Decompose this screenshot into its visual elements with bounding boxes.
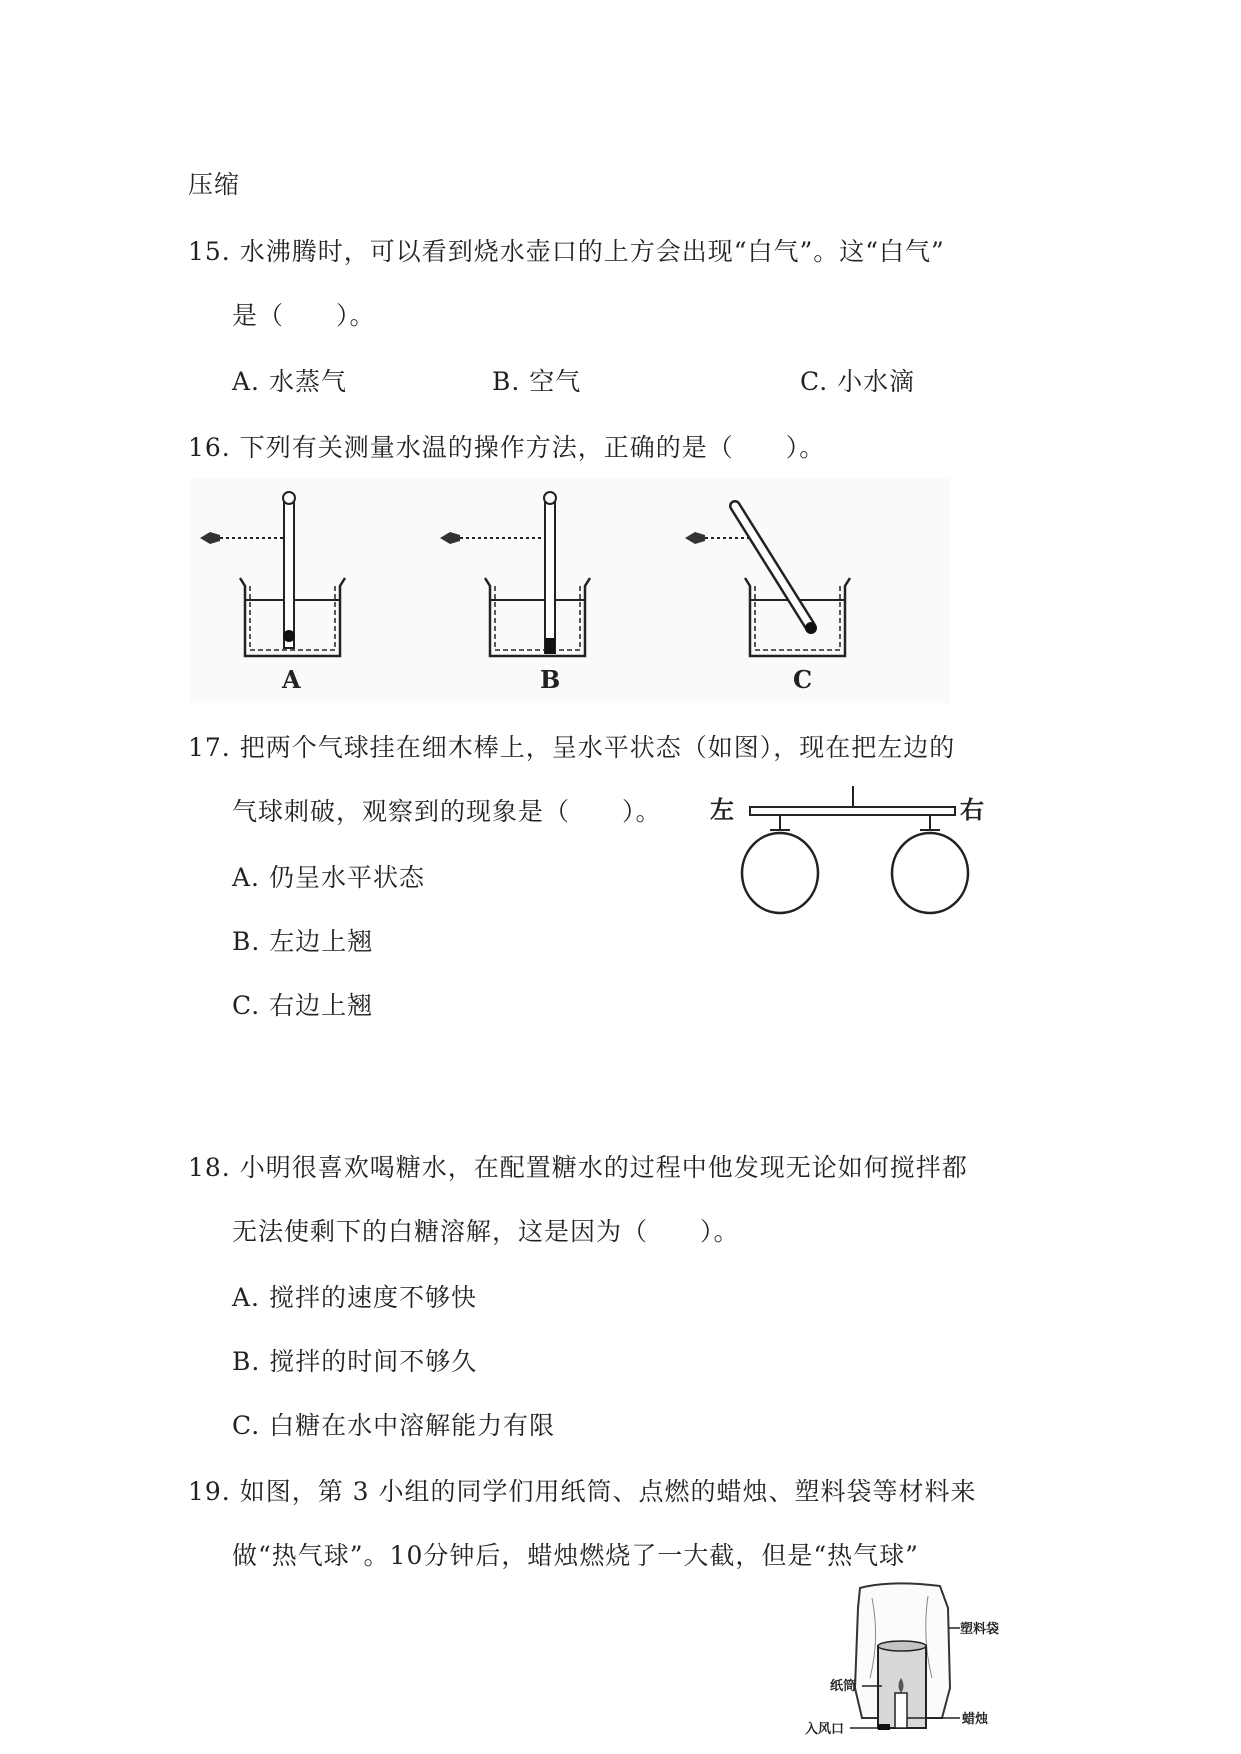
q16-label-c: C [793, 665, 813, 694]
q15-stem-line2: 是（ ）。 [232, 301, 376, 330]
q19-label-bag: 塑料袋 [960, 1622, 1000, 1637]
q17-balloon-figure [705, 778, 995, 918]
q15-option-b: B. 空气 [492, 367, 582, 396]
q15-stem-line1: 15. 水沸腾时，可以看到烧水壶口的上方会出现“白气”。这“白气” [188, 237, 945, 266]
q16-stem: 16. 下列有关测量水温的操作方法，正确的是（ ）。 [188, 433, 826, 462]
q19-stem-line2: 做“热气球”。10分钟后，蜡烛燃烧了一大截，但是“热气球” [232, 1541, 919, 1570]
q15-option-a: A. 水蒸气 [232, 367, 347, 396]
q14-answer-tail: 压缩 [188, 170, 241, 199]
q17-stem-line2: 气球刺破，观察到的现象是（ ）。 [232, 797, 662, 826]
q19-stem-line1: 19. 如图，第 3 小组的同学们用纸筒、点燃的蜡烛、塑料袋等材料来 [188, 1477, 977, 1506]
q19-label-inlet: 入风口 [805, 1722, 845, 1737]
q15-option-c: C. 小水滴 [800, 367, 916, 396]
q16-label-b: B [540, 665, 561, 694]
q17-figure-right-label: 右 [960, 795, 984, 824]
q19-label-tube: 纸筒 [830, 1679, 857, 1694]
q16-thermometer-figure [190, 478, 950, 703]
q18-option-b: B. 搅拌的时间不够久 [232, 1347, 478, 1376]
q18-option-a: A. 搅拌的速度不够快 [232, 1283, 477, 1312]
q17-option-b: B. 左边上翘 [232, 927, 374, 956]
q18-option-c: C. 白糖在水中溶解能力有限 [232, 1411, 556, 1440]
q17-figure-left-label: 左 [710, 795, 734, 824]
q18-stem-line2: 无法使剩下的白糖溶解，这是因为（ ）。 [232, 1217, 740, 1246]
q18-stem-line1: 18. 小明很喜欢喝糖水，在配置糖水的过程中他发现无论如何搅拌都 [188, 1153, 968, 1182]
q19-label-candle: 蜡烛 [962, 1712, 989, 1727]
q17-option-a: A. 仍呈水平状态 [232, 863, 425, 892]
q17-stem-line1: 17. 把两个气球挂在细木棒上，呈水平状态（如图），现在把左边的 [188, 733, 956, 762]
q17-option-c: C. 右边上翘 [232, 991, 374, 1020]
q19-hot-air-balloon-figure [800, 1578, 1010, 1743]
q16-label-a: A [282, 665, 301, 694]
